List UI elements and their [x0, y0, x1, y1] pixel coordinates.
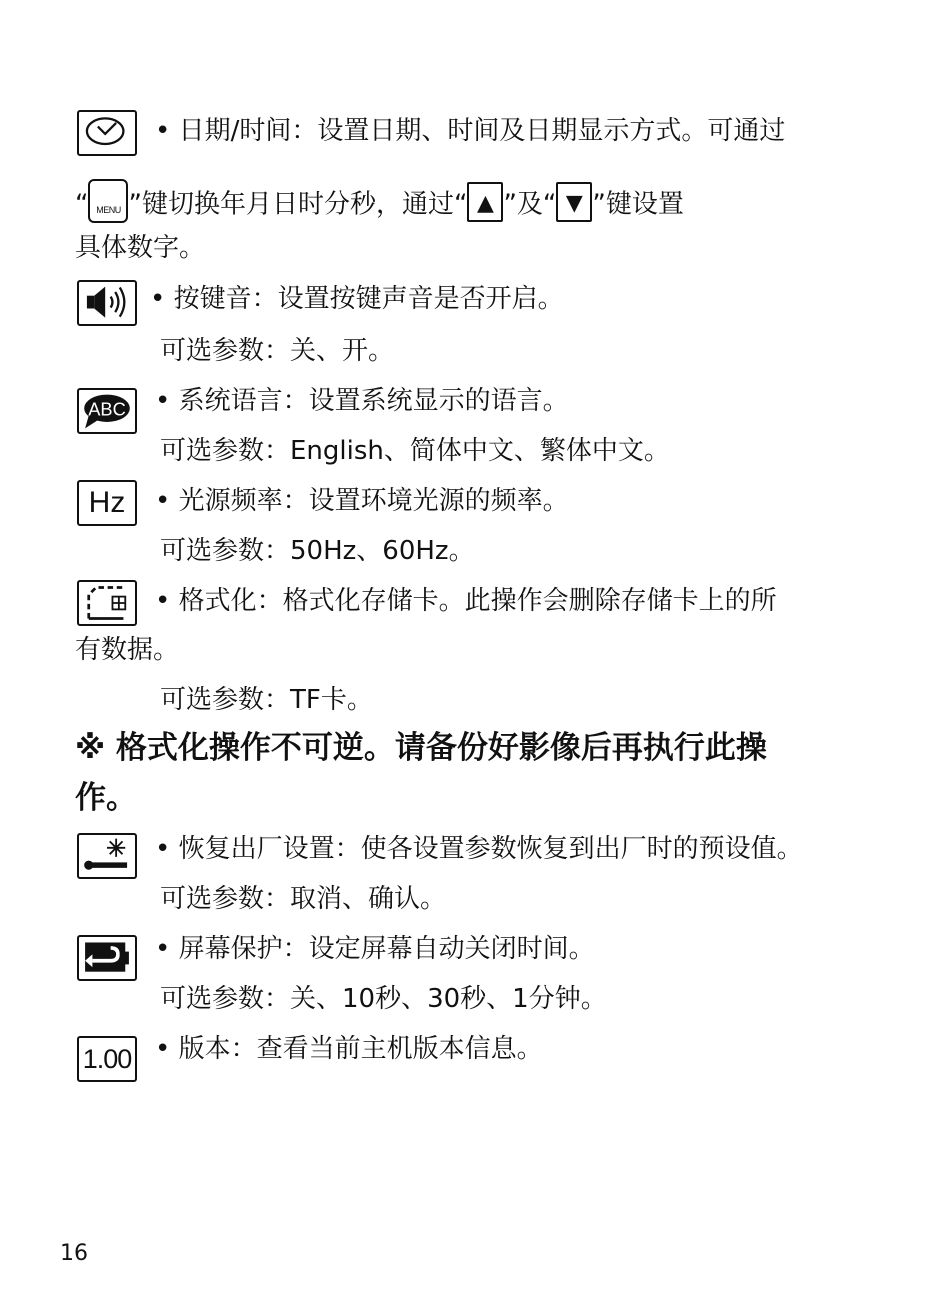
- menu-key-icon: MENU: [88, 179, 128, 223]
- reset-options: 可选参数：取消、确认。: [160, 884, 447, 914]
- format-warning-cont: 作。: [75, 780, 137, 816]
- page-number: 16: [60, 1241, 88, 1266]
- date-time-tail: 具体数字。: [75, 233, 206, 263]
- format-description: • 格式化：格式化存储卡。此操作会删除存储卡上的所: [155, 586, 777, 616]
- speaker-icon: [77, 280, 137, 326]
- date-time-keys-line: [75, 183, 684, 227]
- frequency-options: 可选参数：50Hz、60Hz。: [160, 536, 475, 566]
- screensaver-description: • 屏幕保护：设定屏幕自动关闭时间。: [155, 934, 595, 964]
- language-description: • 系统语言：设置系统显示的语言。: [155, 386, 569, 416]
- quote-open: “: [75, 189, 89, 220]
- keys-text-3: ”键设置: [592, 189, 684, 220]
- screensaver-icon: [77, 935, 137, 981]
- format-warning: ※ 格式化操作不可逆。请备份好影像后再执行此操: [75, 730, 767, 766]
- svg-text:ABC: ABC: [88, 398, 126, 420]
- reset-icon: [77, 833, 137, 879]
- version-description: • 版本：查看当前主机版本信息。: [155, 1034, 543, 1064]
- screensaver-options: 可选参数：关、10秒、30秒、1分钟。: [160, 984, 607, 1014]
- clock-icon: [77, 110, 137, 156]
- key-sound-options: 可选参数：关、开。: [160, 336, 395, 366]
- language-options: 可选参数：English、简体中文、繁体中文。: [160, 436, 670, 466]
- format-card-icon: [77, 580, 137, 626]
- reset-description: • 恢复出厂设置：使各设置参数恢复到出厂时的预设值。: [155, 834, 803, 864]
- version-icon: 1.00: [77, 1036, 137, 1082]
- format-description-cont: 有数据。: [75, 635, 180, 665]
- keys-text-2: ”及“: [503, 189, 557, 220]
- frequency-description: • 光源频率：设置环境光源的频率。: [155, 486, 569, 516]
- abc-speech-icon: [77, 388, 137, 434]
- key-sound-description: • 按键音：设置按键声音是否开启。: [150, 284, 564, 314]
- date-time-description: • 日期/时间：设置日期、时间及日期显示方式。可通过: [155, 116, 786, 146]
- up-key-icon: ▲: [467, 182, 503, 222]
- hz-icon: Hz: [77, 480, 137, 526]
- down-key-icon: ▼: [556, 182, 592, 222]
- keys-text-1: ”键切换年月日时分秒，通过“: [128, 189, 468, 220]
- format-options: 可选参数：TF卡。: [160, 685, 373, 715]
